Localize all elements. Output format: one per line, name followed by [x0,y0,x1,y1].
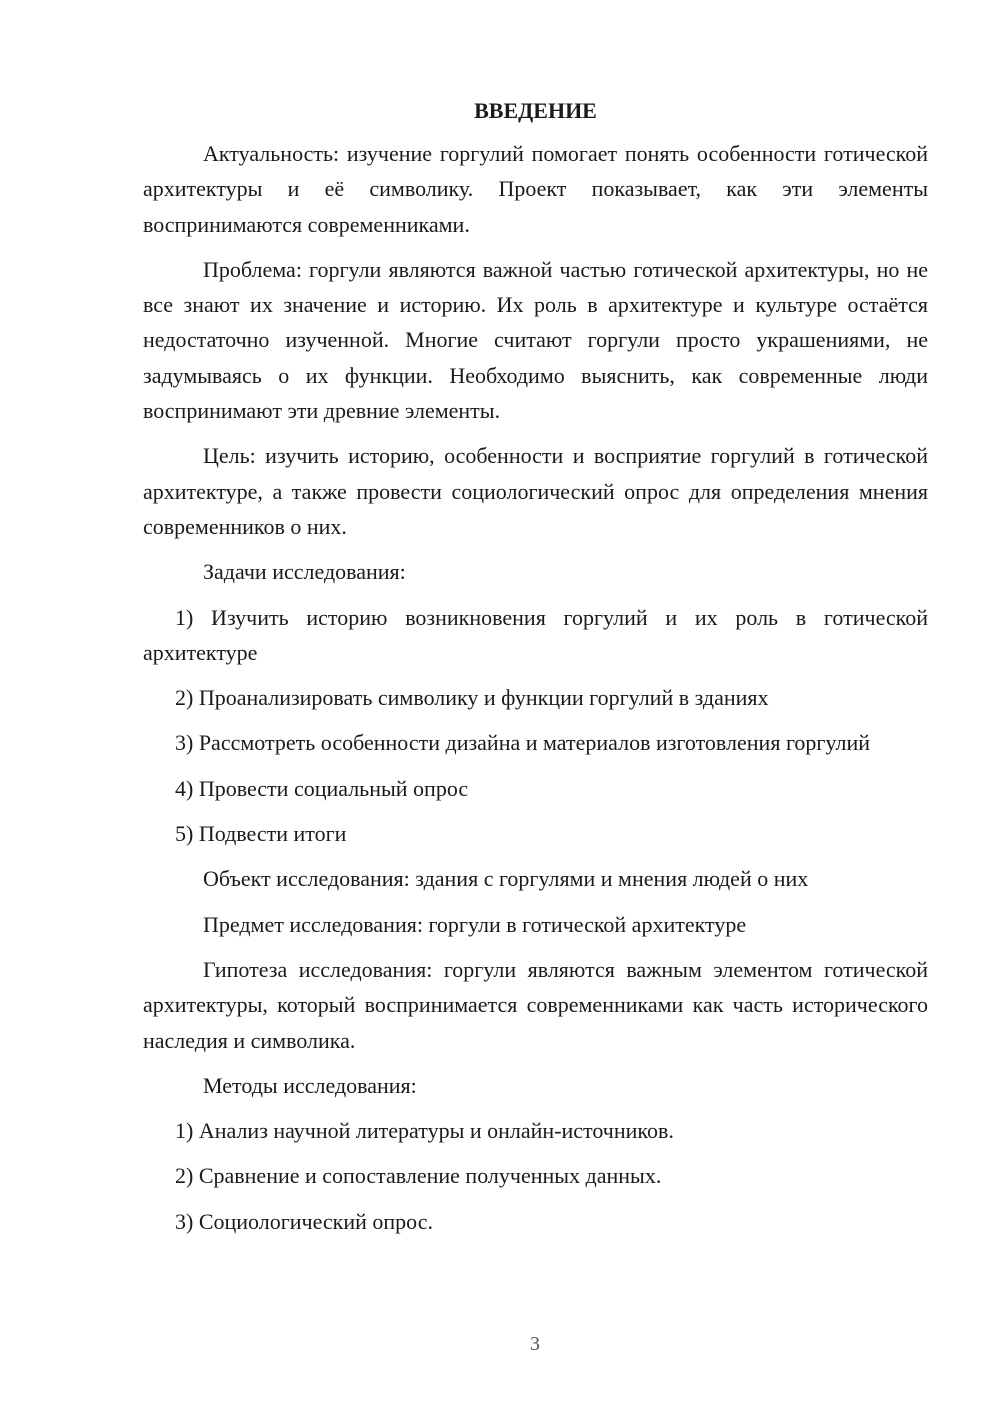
methods-heading: Методы исследования: [203,1072,417,1098]
paragraph-goal: Цель: изучить историю, особенности и восприятие горгулий в готической архитектуре, а также провести социологический опрос для определения мнения современников о них. [143,443,928,539]
task-item: 5) Подвести итоги [175,821,347,847]
paragraph-problem: Проблема: горгули являются важной частью готической архитектуры, но не все знают их значение и историю. Их роль в архитектуре и культуре остаётся недостаточно изученной. Многие считают горгули просто украшениями, не задумываясь о их функции. Необходимо выяснить, как современные люди воспринимают эти древние элементы. [143,256,928,424]
task-item: 4) Провести социальный опрос [175,775,469,801]
method-item: 2) Сравнение и сопоставление полученных данных. [175,1163,662,1189]
paragraph-relevance: Актуальность: изучение горгулий помогает понять особенности готической архитектуры и её символику. Проект показывает, как эти элементы воспринимаются современниками. [143,141,928,237]
task-item: 1) Изучить историю возникновения горгулий и их роль в готической архитектуре [143,604,928,665]
page-number: 3 [530,1333,540,1355]
research-hypothesis: Гипотеза исследования: горгули являются важным элементом готической архитектуры, который воспринимается современниками как часть исторического наследия и символика. [143,956,928,1053]
section-title: ВВЕДЕНИЕ [474,98,597,123]
method-item: 3) Социологический опрос. [175,1208,433,1234]
method-item: 1) Анализ научной литературы и онлайн-источников. [175,1118,674,1144]
task-item: 3) Рассмотреть особенности дизайна и материалов изготовления горгулий [175,730,870,756]
research-object: Объект исследования: здания с горгулями и мнения людей о них [203,866,809,892]
document-page [143,96,928,1249]
research-subject: Предмет исследования: горгули в готической архитектуре [203,911,747,937]
tasks-heading: Задачи исследования: [203,559,406,585]
task-item: 2) Проанализировать символику и функции горгулий в зданиях [175,685,769,711]
